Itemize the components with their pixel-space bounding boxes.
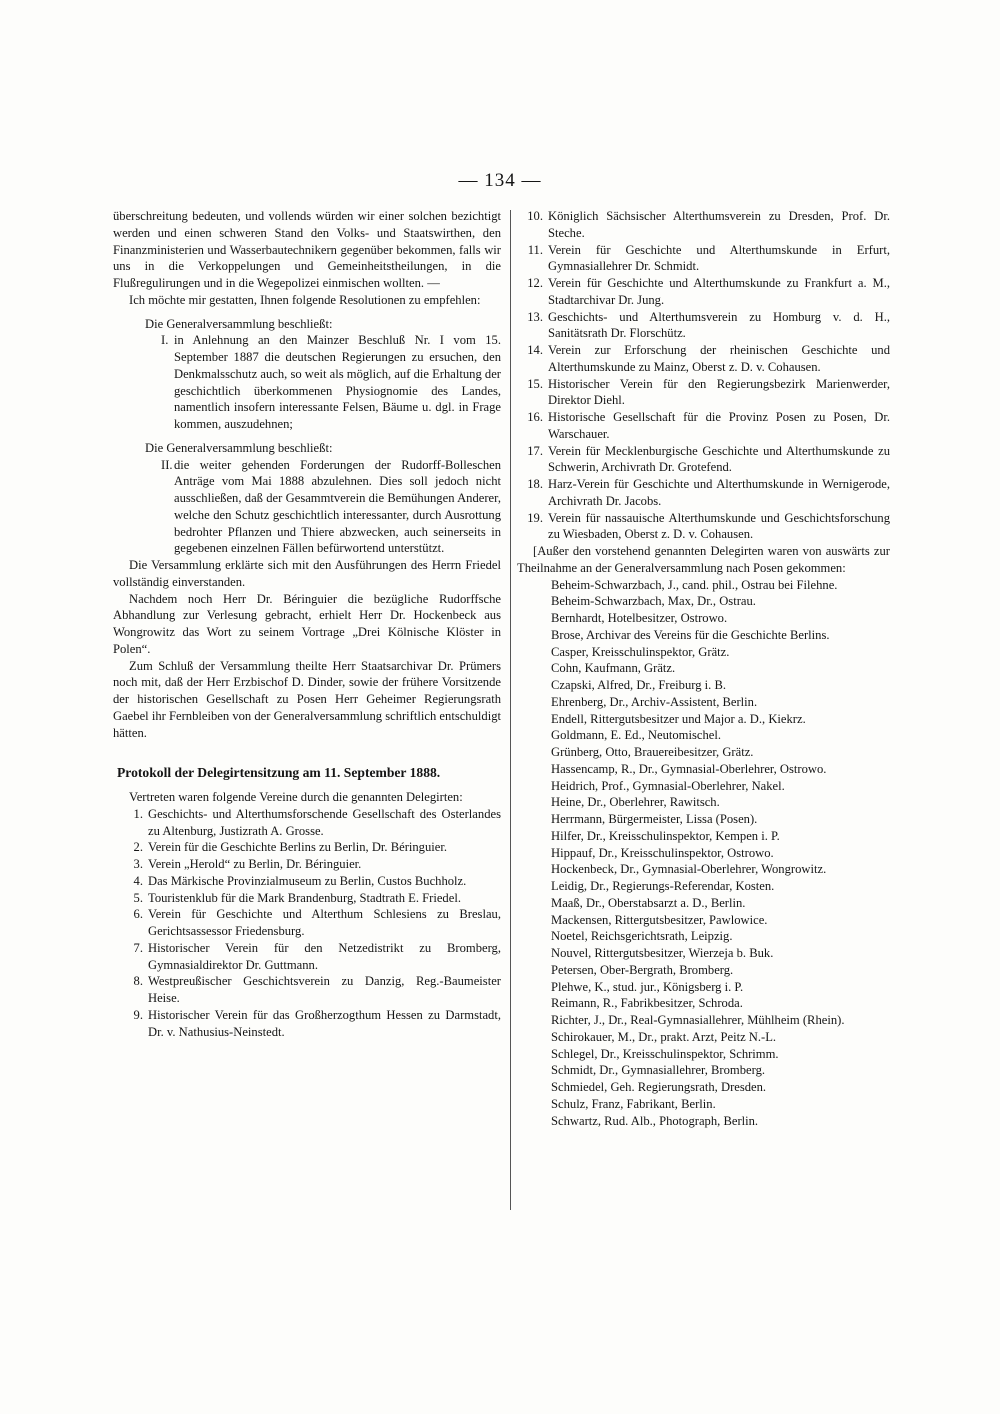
guest-entry: Goldmann, E. Ed., Neutomischel. bbox=[551, 728, 721, 743]
list-item bbox=[517, 242, 890, 276]
item-number: 9. bbox=[133, 1007, 143, 1022]
list-item bbox=[517, 510, 890, 544]
list-item bbox=[113, 890, 501, 907]
guest-entry: Schmiedel, Geh. Regierungsrath, Dresden. bbox=[551, 1080, 767, 1094]
guest-entry: Schmidt, Dr., Gymnasiallehrer, Bromberg. bbox=[551, 1063, 766, 1078]
resolution-2-lead: Die Generalversammlung beschließt: bbox=[145, 440, 333, 455]
resolutions-intro: Ich möchte mir gestatten, Ihnen folgende Resolutionen zu empfehlen: bbox=[129, 292, 481, 307]
guest-entry: Beheim-Schwarzbach, Max, Dr., Ostrau. bbox=[551, 594, 756, 609]
list-item bbox=[113, 1007, 501, 1041]
list-item bbox=[113, 806, 501, 840]
item-number: 14. bbox=[527, 343, 543, 357]
item-text: Westpreußischer Geschichtsverein zu Danzig, Reg.-Baumeister Heise. bbox=[148, 974, 501, 1005]
item-number: 2. bbox=[133, 840, 143, 855]
list-item bbox=[113, 906, 501, 940]
item-number: 8. bbox=[133, 974, 143, 989]
guest-entry: Heine, Dr., Oberlehrer, Rawitsch. bbox=[551, 795, 720, 810]
guest-entry: Herrmann, Bürgermeister, Lissa (Posen). bbox=[551, 812, 758, 826]
guest-entry: Endell, Rittergutsbesitzer und Major a. D., Kiekrz. bbox=[551, 711, 806, 726]
item-number: 5. bbox=[133, 890, 143, 905]
guest-entry: Hassencamp, R., Dr., Gymnasial-Oberlehrer, Ostrowo. bbox=[551, 761, 827, 776]
guest-entry: Casper, Kreisschulinspektor, Grätz. bbox=[551, 644, 730, 659]
guest-entry: Mackensen, Rittergutsbesitzer, Pawlowice. bbox=[551, 912, 768, 927]
guest-entry: Czapski, Alfred, Dr., Freiburg i. B. bbox=[551, 678, 727, 692]
list-item bbox=[113, 839, 501, 856]
resolution-1-text: in Anlehnung an den Mainzer Beschluß Nr. I vom 15. September 1887 die deutschen Regierungen zu ersuchen, den Denkmalsschutz auch, so weit als möglich, auf die Erhaltung der geschichtlich überkommenen Physiognomie des Landes, namentlich insofern interessante Felsen, Bäume u. dgl. in Frage kommen, auszudehnen; bbox=[174, 333, 501, 431]
left-column bbox=[113, 208, 501, 1040]
guest-entry: Hockenbeck, Dr., Gymnasial-Oberlehrer, Wongrowitz. bbox=[551, 862, 827, 877]
item-text: Harz-Verein für Geschichte und Alterthumskunde in Wernigerode, Archivrath Dr. Jacobs. bbox=[548, 477, 890, 508]
guest-entry: Brose, Archivar des Vereins für die Geschichte Berlins. bbox=[551, 627, 830, 642]
list-item bbox=[517, 443, 890, 477]
guest-entry: Hippauf, Dr., Kreisschulinspektor, Ostrowo. bbox=[551, 845, 774, 860]
item-number: 4. bbox=[133, 873, 143, 888]
list-item bbox=[517, 275, 890, 309]
column-divider bbox=[510, 210, 511, 1210]
paragraph-lecture: Nachdem noch Herr Dr. Béringuier die bezügliche Rudorffsche Abhandlung zur Verlesung gebracht, erhielt Herr Dr. Hockenbeck aus Wongrowitz das Wort zu seinem Vortrage „Drei Kölnische Klöster in Polen“. bbox=[113, 591, 501, 656]
delegate-list-left bbox=[113, 806, 501, 1041]
guest-entry: Plehwe, K., stud. jur., Königsberg i. P. bbox=[551, 979, 744, 994]
item-number: 19. bbox=[527, 510, 543, 525]
resolution-2 bbox=[161, 457, 501, 558]
list-item bbox=[113, 940, 501, 974]
item-number: 11. bbox=[527, 242, 543, 257]
guest-entry: Reimann, R., Fabrikbesitzer, Schroda. bbox=[551, 996, 743, 1011]
item-number: 12. bbox=[527, 276, 543, 290]
guest-entry: Heidrich, Prof., Gymnasial-Oberlehrer, Nakel. bbox=[551, 778, 785, 793]
guest-entry: Nouvel, Rittergutsbesitzer, Wierzeja b. Buk. bbox=[551, 946, 774, 960]
item-text: Geschichts- und Alterthumsforschende Gesellschaft des Osterlandes zu Altenburg, Justizrath A. Grosse. bbox=[148, 806, 501, 838]
resolution-2-text: die weiter gehenden Forderungen der Rudorff-Bolleschen Anträge vom Mai 1888 abzulehnen. Dies soll jedoch nicht ausschließen, daß der Gesammtverein die Bemühungen Anderer, welche den Schutz geschichtlich interessanter, durch Ausrottung bedrohter Pflanzen und Thiere abzwecken, auch seinerseits in gegebenen einzelnen Fällen befürwortend unterstützt. bbox=[174, 457, 501, 556]
resolution-1 bbox=[161, 332, 501, 433]
guest-entry: Hilfer, Dr., Kreisschulinspektor, Kempen i. P. bbox=[551, 828, 780, 843]
item-number: 18. bbox=[527, 477, 543, 491]
item-number: 7. bbox=[133, 940, 143, 955]
guest-entry: Cohn, Kaufmann, Grätz. bbox=[551, 661, 676, 676]
resolution-1-number: I. bbox=[161, 333, 169, 348]
guest-entry: Leidig, Dr., Regierungs-Referendar, Kosten. bbox=[551, 879, 775, 893]
item-text: Verein „Herold“ zu Berlin, Dr. Béringuier. bbox=[148, 857, 362, 871]
guests-intro: [Außer den vorstehend genannten Delegirten waren von auswärts zur Theilnahme an der Generalversammlung nach Posen gekommen: bbox=[517, 544, 890, 575]
item-text: Verein für Geschichte und Alterthumskunde in Erfurt, Gymnasiallehrer Dr. Schmidt. bbox=[548, 242, 890, 274]
item-number: 17. bbox=[527, 443, 543, 458]
guest-entry: Noetel, Reichsgerichtsrath, Leipzig. bbox=[551, 929, 733, 944]
list-item bbox=[517, 476, 890, 510]
item-number: 6. bbox=[133, 907, 143, 922]
item-text: Touristenklub für die Mark Brandenburg, Stadtrath E. Friedel. bbox=[148, 890, 461, 905]
item-text: Das Märkische Provinzialmuseum zu Berlin, Custos Buchholz. bbox=[148, 873, 467, 888]
guest-entry: Beheim-Schwarzbach, J., cand. phil., Ostrau bei Filehne. bbox=[551, 577, 838, 592]
page-number: — 134 — bbox=[458, 170, 542, 191]
item-text: Verein für die Geschichte Berlins zu Berlin, Dr. Béringuier. bbox=[148, 840, 448, 855]
list-item bbox=[517, 309, 890, 343]
guest-entry: Ehrenberg, Dr., Archiv-Assistent, Berlin. bbox=[551, 694, 758, 709]
item-number: 3. bbox=[133, 857, 143, 871]
item-text: Historischer Verein für den Regierungsbezirk Marienwerder, Direktor Diehl. bbox=[548, 376, 890, 408]
guest-entry: Bernhardt, Hotelbesitzer, Ostrowo. bbox=[551, 611, 728, 625]
guest-list bbox=[517, 577, 890, 1130]
item-text: Verein für nassauische Alterthumskunde und Geschichtsforschung zu Wiesbaden, Oberst z. D. v. Cohausen. bbox=[548, 510, 890, 542]
list-item bbox=[113, 973, 501, 1007]
list-item bbox=[517, 342, 890, 376]
item-number: 1. bbox=[133, 806, 143, 821]
item-number: 15. bbox=[527, 376, 543, 391]
list-item bbox=[517, 376, 890, 410]
right-column bbox=[517, 208, 890, 1129]
delegate-list-right bbox=[517, 208, 890, 543]
list-item bbox=[517, 208, 890, 242]
delegates-intro: Vertreten waren folgende Vereine durch die genannten Delegirten: bbox=[129, 790, 463, 804]
item-number: 13. bbox=[527, 309, 543, 324]
item-text: Verein für Geschichte und Alterthumskunde zu Frankfurt a. M., Stadtarchivar Dr. Jung. bbox=[548, 276, 890, 307]
item-text: Geschichts- und Alterthumsverein zu Homburg v. d. H., Sanitätsrath Dr. Florschütz. bbox=[548, 309, 890, 341]
item-text: Historischer Verein für den Netzedistrikt zu Bromberg, Gymnasialdirektor Dr. Guttmann. bbox=[148, 940, 501, 972]
item-text: Historische Gesellschaft für die Provinz Posen zu Posen, Dr. Warschauer. bbox=[548, 410, 890, 441]
item-text: Verein zur Erforschung der rheinischen Geschichte und Alterthumskunde zu Mainz, Oberst z. D. v. Cohausen. bbox=[548, 343, 890, 374]
guest-entry: Petersen, Ober-Bergrath, Bromberg. bbox=[551, 962, 734, 977]
section-heading: Protokoll der Delegirtensitzung am 11. September 1888. bbox=[117, 765, 441, 781]
resolution-1-lead: Die Generalversammlung beschließt: bbox=[145, 316, 333, 331]
guest-entry: Maaß, Dr., Oberstabsarzt a. D., Berlin. bbox=[551, 895, 746, 910]
item-text: Historischer Verein für das Großherzogthum Hessen zu Darmstadt, Dr. v. Nathusius-Neinstedt. bbox=[148, 1007, 501, 1039]
item-number: 10. bbox=[527, 209, 543, 223]
item-text: Königlich Sächsischer Alterthumsverein zu Dresden, Prof. Dr. Steche. bbox=[548, 209, 890, 240]
list-item bbox=[517, 409, 890, 443]
guest-entry: Schwartz, Rud. Alb., Photograph, Berlin. bbox=[551, 1113, 759, 1128]
resolution-2-number: II. bbox=[161, 457, 173, 472]
guest-entry: Richter, J., Dr., Real-Gymnasiallehrer, Mühlheim (Rhein). bbox=[551, 1013, 845, 1027]
item-text: Verein für Mecklenburgische Geschichte und Alterthumskunde zu Schwerin, Archivrath Dr. Grotefend. bbox=[548, 443, 890, 475]
guest-entry: Schirokauer, M., Dr., prakt. Arzt, Peitz N.-L. bbox=[551, 1029, 777, 1044]
paragraph-closing: Zum Schluß der Versammlung theilte Herr Staatsarchivar Dr. Prümers noch mit, daß der Herr Erzbischof D. Dinder, sowie der frühere Vorsitzende der historischen Gesellschaft zu Posen Herr Geheimer Regierungsrath Gaebel ihr Fernbleiben von der Generalversammlung schriftlich entschuldigt hätten. bbox=[113, 658, 501, 740]
guest-entry: Grünberg, Otto, Brauereibesitzer, Grätz. bbox=[551, 745, 754, 759]
paragraph-agreement: Die Versammlung erklärte sich mit den Ausführungen des Herrn Friedel vollständig einverstanden. bbox=[113, 558, 501, 589]
intro-paragraph: überschreitung bedeuten, und vollends würden wir einer solchen bezichtigt werden und einen schweren Stand den Volks- und Staatswirthen, den Finanzministerien und Wasserbautechnikern gegenüber bekommen, falls wir uns in die Verkoppelungen und Gemeinheitstheilungen, in die Flußregulirungen und in die Wegepolizei einmischen wollten. — bbox=[113, 209, 501, 290]
list-item bbox=[113, 856, 501, 873]
item-text: Verein für Geschichte und Alterthum Schlesiens zu Breslau, Gerichtsassessor Friedensburg. bbox=[148, 907, 501, 938]
guest-entry: Schulz, Franz, Fabrikant, Berlin. bbox=[551, 1096, 716, 1111]
item-number: 16. bbox=[527, 410, 543, 424]
list-item bbox=[113, 873, 501, 890]
guest-entry: Schlegel, Dr., Kreisschulinspektor, Schrimm. bbox=[551, 1046, 779, 1061]
